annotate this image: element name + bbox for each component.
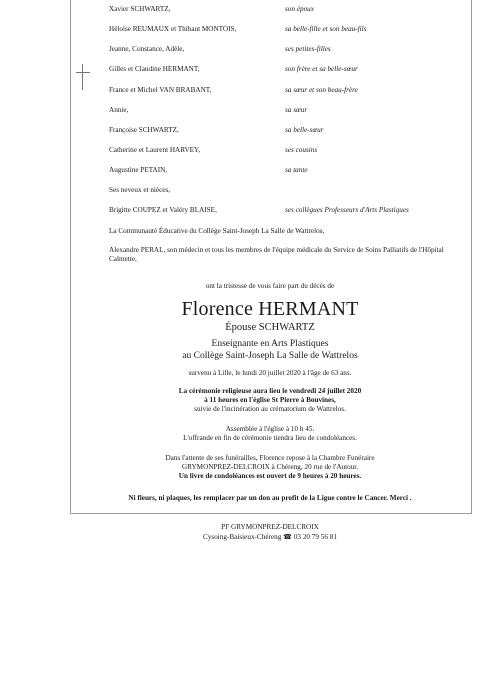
family-name: France et Michel VAN BRABANT, — [109, 86, 212, 94]
community-line: La Communauté Éducative du Collège Saint-Joseph La Salle de Wattrelos, — [109, 227, 325, 235]
school-line: au Collège Saint-Joseph La Salle de Wattrelos — [182, 351, 358, 361]
donation-line: Ni fleurs, ni plaques, les remplacer par un don au profit de la Ligue contre le Cancer. Merci . — [128, 494, 412, 502]
family-name: Ses neveux et nièces, — [109, 186, 171, 194]
family-relation: sa sœur — [285, 106, 308, 114]
family-row — [109, 43, 469, 55]
ceremony-line: suivie de l'incinération au crématorium de Wattrelos. — [194, 405, 346, 413]
family-row — [109, 144, 469, 156]
family-name: Catherine et Laurent HARVEY, — [109, 146, 201, 154]
family-relation: sa belle-sœur — [285, 126, 324, 134]
condolence-book-line: Un livre de condoléances est ouvert de 9 heures à 20 heures. — [178, 472, 362, 480]
ceremony-line: à 11 heures en l'église St Pierre à Bouvines, — [204, 396, 336, 404]
family-name: Héloïse REUMAUX et Thibaut MONTOIS, — [109, 25, 237, 33]
medical-line: Alexandre PERAL, son médecin et tous les membres de l'équipe médicale du Service de Soins Palliatifs de l'Hôpital Calmette, — [109, 246, 444, 263]
family-relation: sa tante — [285, 166, 308, 174]
family-row — [109, 124, 469, 136]
family-name: Brigitte COUPEZ et Valéry BLAISE, — [109, 206, 217, 214]
deceased-name: Florence HERMANT — [181, 298, 359, 320]
family-row — [109, 63, 469, 75]
funeral-home-contact: Cysoing-Baisieux-Chéreng ☎ 03 20 79 56 81 — [203, 533, 337, 541]
ceremony-line: La cérémonie religieuse aura lieu le vendredi 24 juillet 2020 — [178, 387, 362, 395]
announcement-line: ont la tristesse de vous faire part du décès de — [205, 282, 335, 290]
assembly-line: Assemblée à l'église à 10 h 45. — [225, 425, 315, 433]
family-relation: ses petites-filles — [285, 45, 331, 53]
role-line: Enseignante en Arts Plastiques — [211, 339, 329, 349]
family-row — [109, 84, 469, 96]
cross-icon — [76, 64, 90, 90]
family-relation: son époux — [285, 5, 314, 13]
funeral-home-name: PF GRYMONPREZ-DELCROIX — [221, 523, 319, 531]
family-relation: son frère et sa belle-sœur — [285, 65, 358, 73]
family-relation: sa sœur et son beau-frère — [285, 86, 358, 94]
family-row — [109, 104, 469, 116]
family-name: Françoise SCHWARTZ, — [109, 126, 179, 134]
family-relation: ses collègues Professeurs d'Arts Plastiques — [285, 206, 409, 214]
rest-line: Dans l'attente de ses funérailles, Florence repose à la Chambre Funéraire — [165, 454, 375, 462]
death-line: survenu à Lille, le lundi 20 juillet 2020 à l'âge de 63 ans. — [188, 369, 352, 377]
assembly-line: L'offrande en fin de cérémonie tiendra lieu de condoléances. — [183, 434, 357, 442]
family-name: Jeanne, Constance, Adèle, — [109, 45, 185, 53]
family-name: Gilles et Claudine HERMANT, — [109, 65, 200, 73]
family-name: Xavier SCHWARTZ, — [109, 5, 171, 13]
family-row — [109, 23, 469, 35]
family-relation: sa belle-fille et son beau-fils — [285, 25, 367, 33]
family-name: Annie, — [109, 106, 129, 114]
rest-line: GRYMONPREZ-DELCROIX à Chéreng, 20 rue de l'Autour. — [181, 463, 359, 471]
family-row — [109, 164, 469, 176]
spouse-line: Épouse SCHWARTZ — [225, 322, 315, 333]
family-row — [109, 3, 469, 15]
family-relation: ses cousins — [285, 146, 318, 154]
family-name: Augustine PETAIN, — [109, 166, 168, 174]
family-row — [109, 184, 469, 196]
family-row — [109, 204, 469, 216]
